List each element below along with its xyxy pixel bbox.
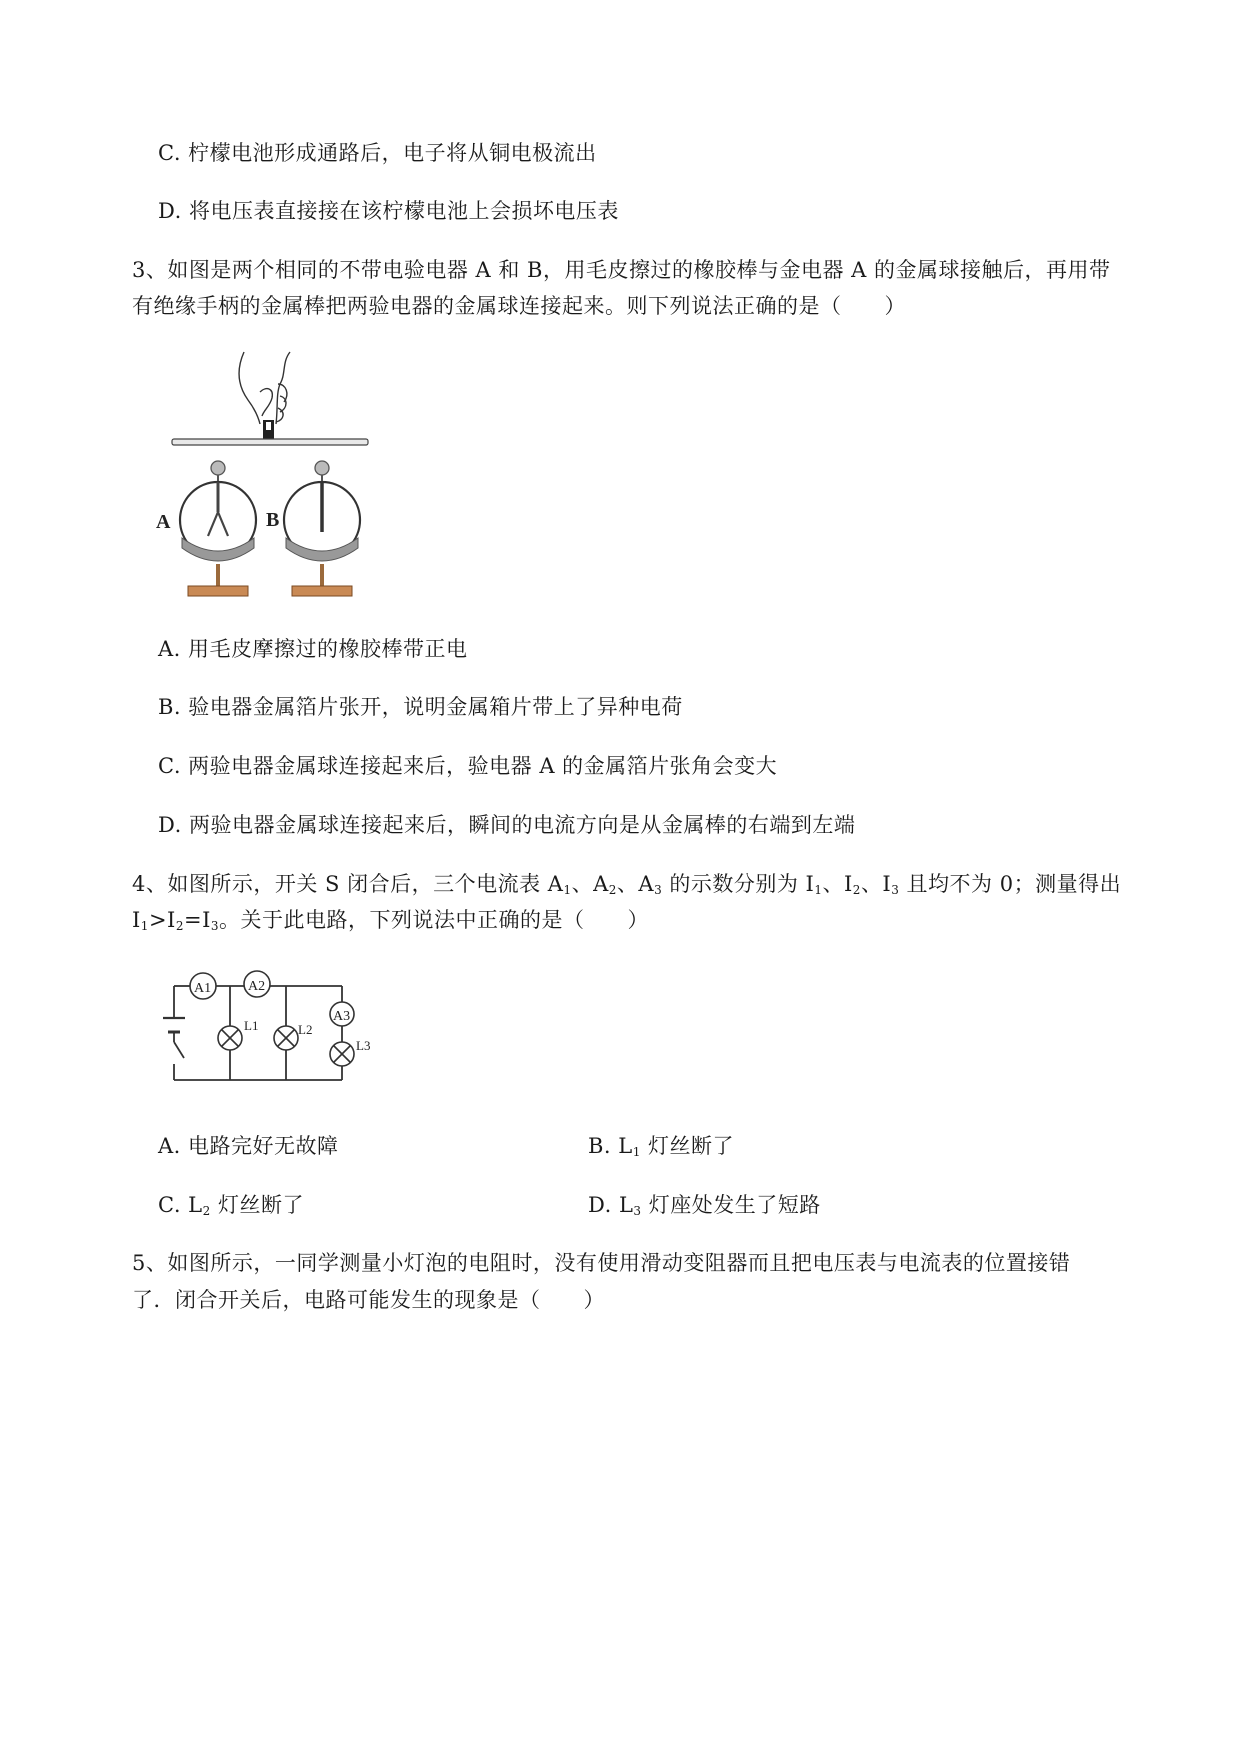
label-b: B: [266, 509, 280, 531]
lamp-l2: [274, 1026, 298, 1050]
svg-text:A1: A1: [194, 981, 212, 996]
label-a: A: [156, 511, 171, 533]
svg-text:L1: L1: [244, 1018, 259, 1033]
q4-option-c: C. $L_2$ 灯丝断了: [158, 1193, 304, 1218]
metal-rod: [172, 439, 368, 445]
q2-option-c: C. 柠檬电池形成通路后，电子将从铜电极流出: [158, 141, 597, 165]
q3-stem-line2: 有绝缘手柄的金属棒把两验电器的金属球连接起来。则下列说法正确的是（ ）: [132, 294, 906, 318]
q3-option-d: D. 两验电器金属球连接起来后，瞬间的电流方向是从金属棒的右端到左端: [158, 813, 856, 837]
svg-text:A2: A2: [248, 979, 266, 994]
svg-text:L2: L2: [298, 1022, 313, 1037]
electroscope-b: [284, 461, 360, 596]
q4-option-b: B. $L_1$ 灯丝断了: [588, 1134, 735, 1159]
q3-option-c: C. 两验电器金属球连接起来后，验电器 A 的金属箔片张角会变大: [158, 754, 778, 778]
circuit-diagram: [160, 968, 380, 1088]
q4-option-a: A. 电路完好无故障: [158, 1134, 339, 1158]
q5-stem-line2: 了．闭合开关后，电路可能发生的现象是（ ）: [132, 1288, 605, 1312]
q5-stem-line1: 5、如图所示，一同学测量小灯泡的电阻时，没有使用滑动变阻器而且把电压表与电流表的位置接错: [132, 1251, 1071, 1275]
q4-stem-line2: $I_1>I_2=I_3$。关于此电路，下列说法中正确的是（ ）: [132, 908, 650, 933]
q3-stem-line1: 3、如图是两个相同的不带电验电器 A 和 B，用毛皮擦过的橡胶棒与金电器 A 的金属球接触后，再用带: [132, 258, 1111, 282]
electroscope-a: [180, 461, 256, 596]
svg-text:A3: A3: [333, 1009, 351, 1024]
hand-icon: [239, 352, 290, 424]
svg-text:L3: L3: [356, 1038, 371, 1053]
lamp-l3: [330, 1042, 354, 1066]
q4-stem-line1: 4、如图所示，开关 S 闭合后，三个电流表 $A_1$、$A_2$、$A_3$ 的示数分别为 $I_1$、$I_2$、$I_3$ 且均不为 0；测量得出: [132, 872, 1122, 897]
q2-option-d: D. 将电压表直接接在该柠檬电池上会损坏电压表: [158, 199, 619, 223]
electroscope-figure: [150, 350, 380, 602]
q3-option-b: B. 验电器金属箔片张开，说明金属箱片带上了异种电荷: [158, 695, 683, 719]
lamp-l1: [218, 1026, 242, 1050]
q3-option-a: A. 用毛皮摩擦过的橡胶棒带正电: [158, 637, 468, 661]
q4-option-d: D. $L_3$ 灯座处发生了短路: [588, 1193, 821, 1218]
